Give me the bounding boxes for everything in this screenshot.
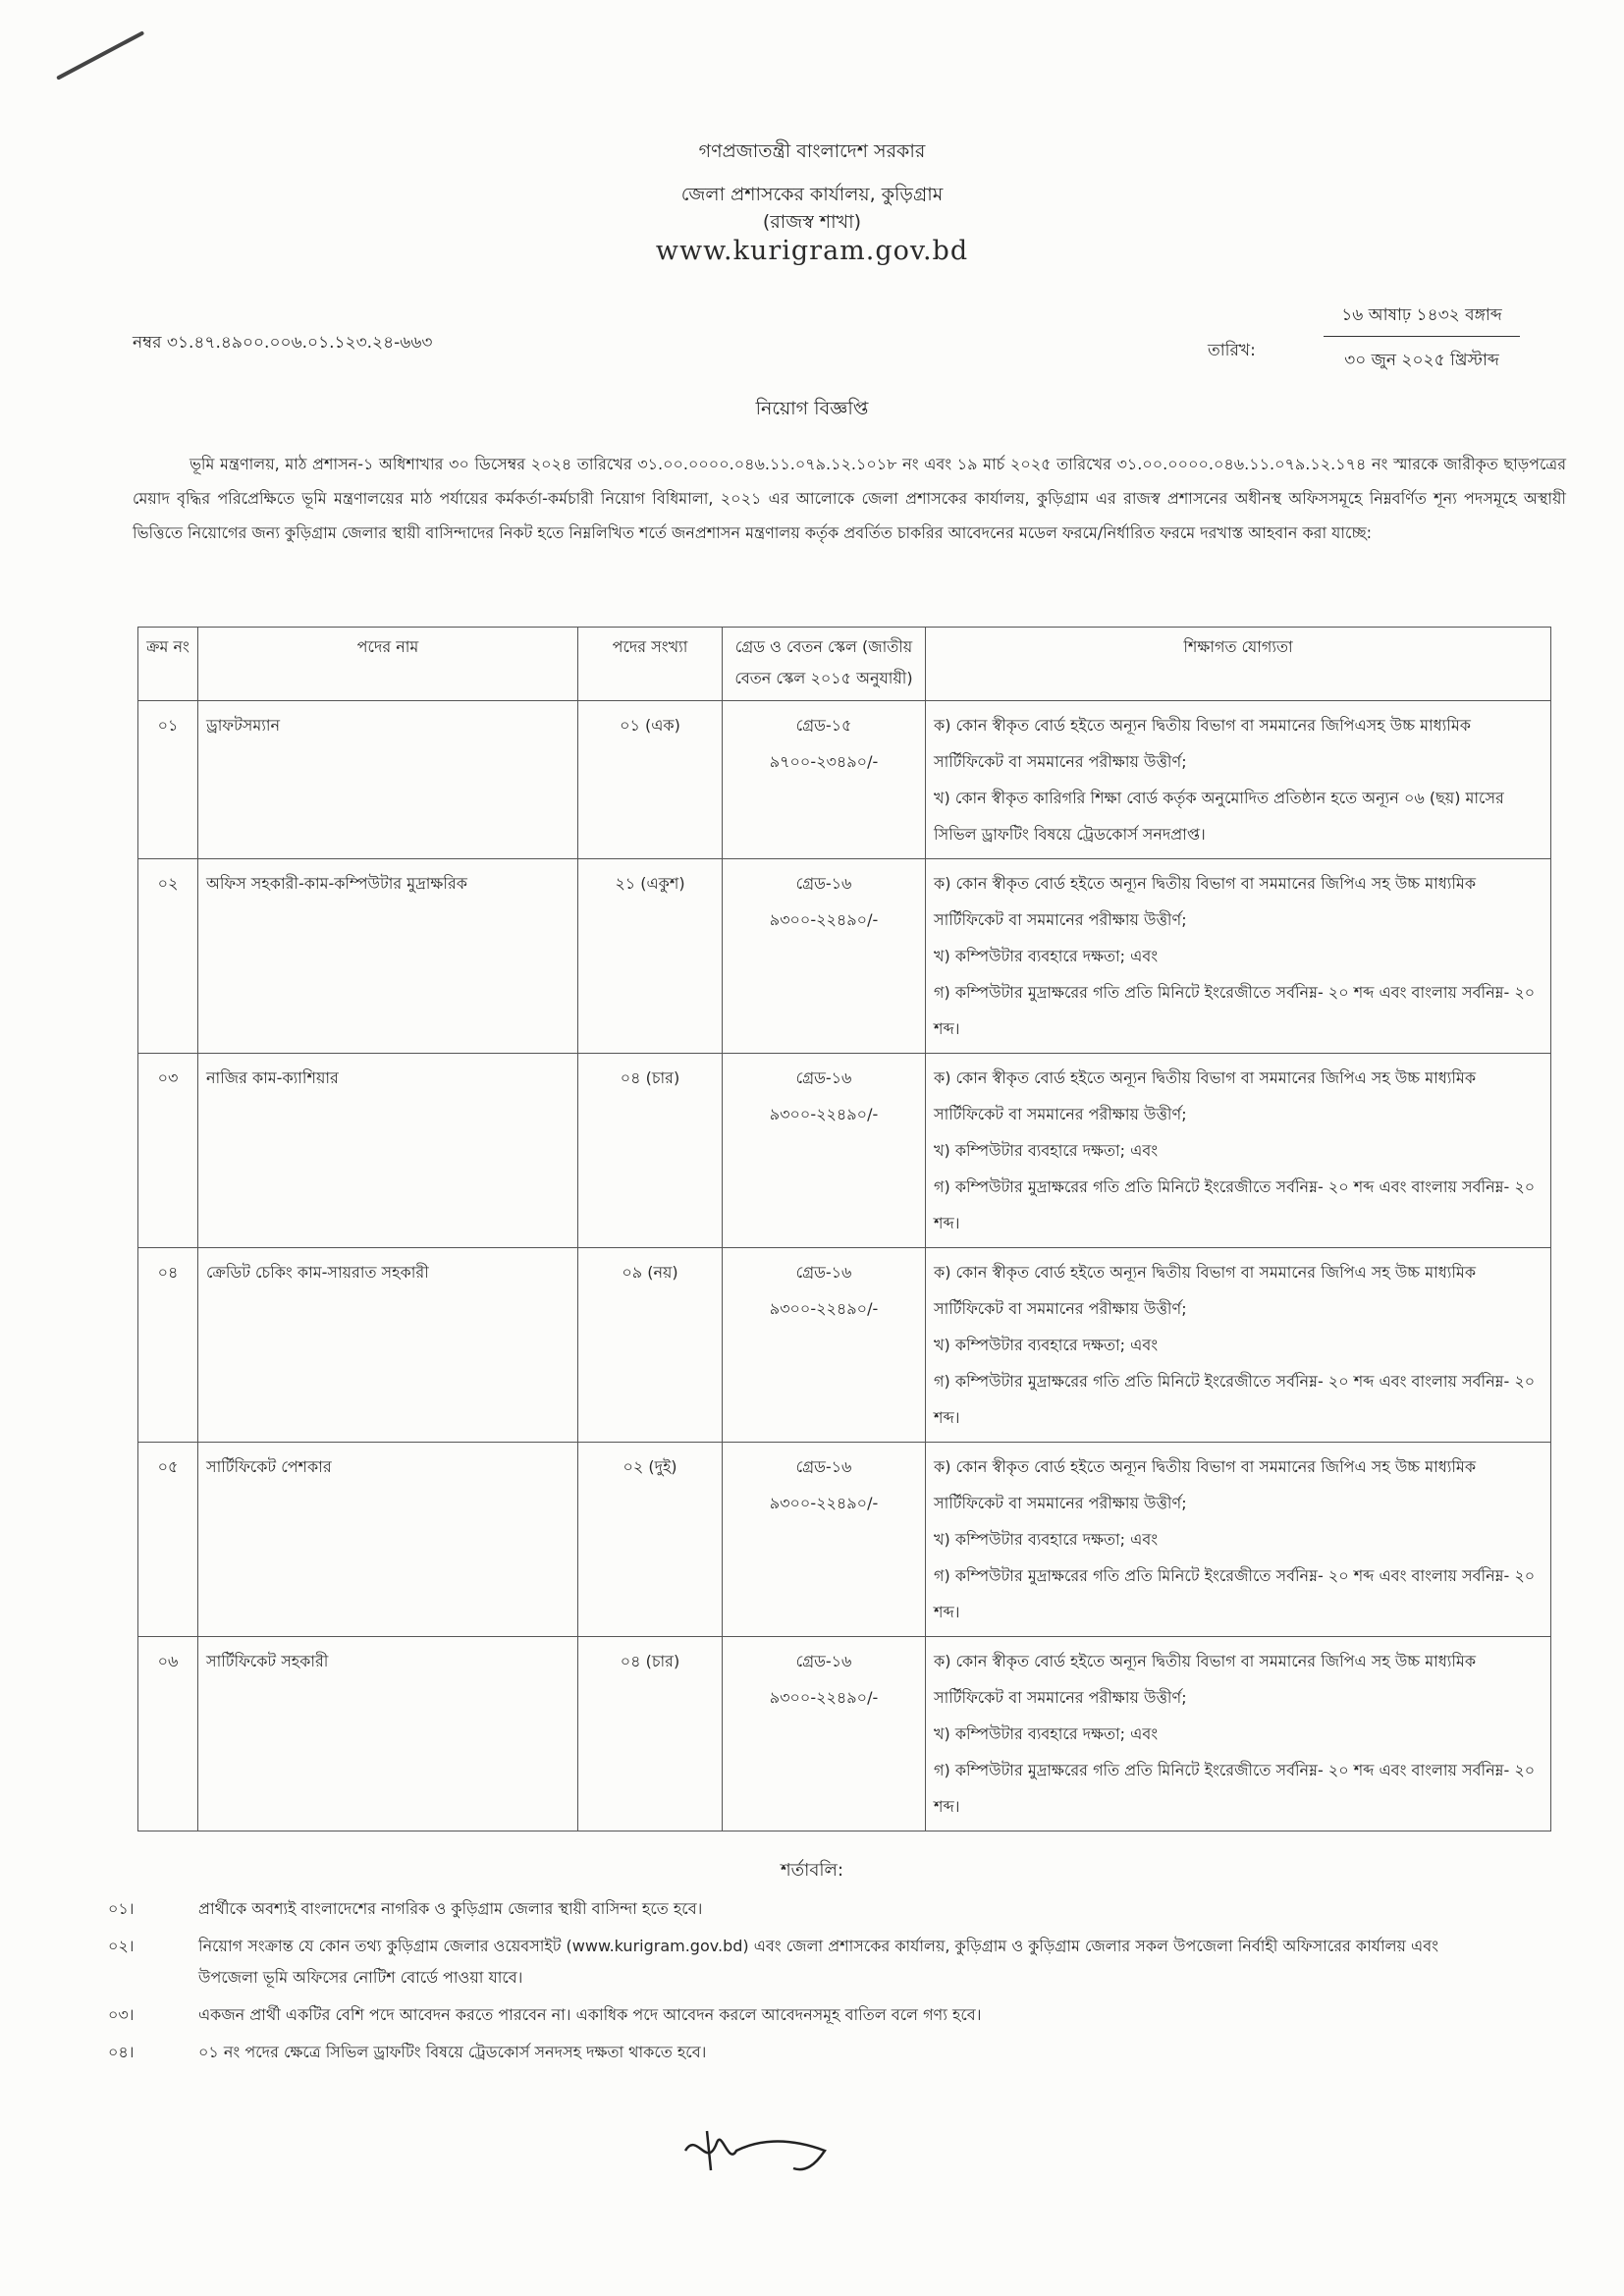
row-grade-cell: [723, 1248, 926, 1443]
condition-item: [108, 1931, 1483, 1994]
row-grade-cell: [723, 859, 926, 1054]
header-qualification: শিক্ষাগত যোগ্যতা: [926, 628, 1551, 701]
date-english: ৩০ জুন ২০২৫ খ্রিস্টাব্দ: [1344, 351, 1499, 370]
row-pay-scale: ৯৩০০-২২৪৯০/-: [769, 1688, 879, 1707]
row-qualification-cell: [926, 1054, 1551, 1248]
qualification-line: গ) কম্পিউটার মুদ্রাক্ষরের গতি প্রতি মিনিটে ইংরেজীতে সর্বনিম্ন- ২০ শব্দ এবং বাংলায় সর্বনিম্ন- ২০ শব্দ।: [934, 1566, 1536, 1621]
branch-name: (রাজস্ব শাখা): [762, 211, 862, 233]
row-grade-cell: [723, 1054, 926, 1248]
qualification-line: গ) কম্পিউটার মুদ্রাক্ষরের গতি প্রতি মিনিটে ইংরেজীতে সর্বনিম্ন- ২০ শব্দ এবং বাংলায় সর্বনিম্ন- ২০ শব্দ।: [934, 1372, 1536, 1427]
condition-number: ০১।: [108, 1899, 135, 1918]
row-post-count: ০৪ (চার): [578, 1637, 723, 1831]
condition-number: ০৩।: [108, 2005, 135, 2024]
qualification-line: গ) কম্পিউটার মুদ্রাক্ষরের গতি প্রতি মিনিটে ইংরেজীতে সর্বনিম্ন- ২০ শব্দ এবং বাংলায় সর্বনিম্ন- ২০ শব্দ।: [934, 1761, 1536, 1816]
row-pay-scale: ৯৩০০-২২৪৯০/-: [769, 1105, 879, 1123]
qualification-line: খ) কম্পিউটার ব্যবহারে দক্ষতা; এবং: [934, 1336, 1159, 1354]
row-post-count: ০১ (এক): [578, 701, 723, 859]
condition-item: [108, 1893, 1483, 1925]
row-post-name: নাজির কাম-ক্যাশিয়ার: [198, 1054, 578, 1248]
notice-title: নিয়োগ বিজ্ঞপ্তি: [755, 398, 869, 419]
row-sl: ০৬: [138, 1637, 198, 1831]
row-sl: ০৫: [138, 1443, 198, 1637]
condition-text: নিয়োগ সংক্রান্ত যে কোন তথ্য কুড়িগ্রাম জেলার ওয়েবসাইট (www.kurigram.gov.bd) এবং জেলা প্রশাসকের কার্যালয়, কুড়িগ্রাম ও কুড়িগ্রাম জেলার সকল উপজেলা নির্বাহী অফিসারের কার্যালয় এবং উপজেলা ভূমি অফিসের নোটিশ বোর্ডে পাওয়া যাবে।: [198, 1937, 1439, 1987]
memo-number: নম্বর ৩১.৪৭.৪৯০০.০০৬.০১.১২৩.২৪-৬৬৩: [133, 333, 433, 353]
table-row: [138, 1054, 1551, 1248]
qualification-line: গ) কম্পিউটার মুদ্রাক্ষরের গতি প্রতি মিনিটে ইংরেজীতে সর্বনিম্ন- ২০ শব্দ এবং বাংলায় সর্বনিম্ন- ২০ শব্দ।: [934, 1177, 1536, 1232]
row-pay-scale: ৯৭০০-২৩৪৯০/-: [769, 752, 879, 771]
qualification-line: ক) কোন স্বীকৃত বোর্ড হইতে অন্যূন দ্বিতীয় বিভাগ বা সমমানের জিপিএ সহ উচ্চ মাধ্যমিক সার্টিফিকেট বা সমমানের পরীক্ষায় উত্তীর্ণ;: [934, 1068, 1477, 1123]
condition-item: [108, 1999, 1483, 2031]
qualification-line: খ) কম্পিউটার ব্যবহারে দক্ষতা; এবং: [934, 1724, 1159, 1743]
intro-paragraph: ভূমি মন্ত্রণালয়, মাঠ প্রশাসন-১ অধিশাখার ৩০ ডিসেম্বর ২০২৪ তারিখের ৩১.০০.০০০০.০৪৬.১১.০৭৯.১২.১০১৮ নং এবং ১৯ মার্চ ২০২৫ তারিখের ৩১.০০.০০০০.০৪৬.১১.০৭৯.১২.১৭৪ নং স্মারকে জারীকৃত ছাড়পত্রের মেয়াদ বৃদ্ধির পরিপ্রেক্ষিতে ভূমি মন্ত্রণালয়ের মাঠ পর্যায়ের কর্মকর্তা-কর্মচারী নিয়োগ বিধিমালা, ২০২১ এর আলোকে জেলা প্রশাসকের কার্যালয়, কুড়িগ্রাম এর রাজস্ব প্রশাসনের অধীনস্থ অফিসসমূহে নিম্নবর্ণিত শূন্য পদসমূহে অস্থায়ী ভিত্তিতে নিয়োগের জন্য কুড়িগ্রাম জেলার স্থায়ী বাসিন্দাদের নিকট হতে নিম্নলিখিত শর্তে জনপ্রশাসন মন্ত্রণালয় কর্তৃক প্রবর্তিত চাকরির আবেদনের মডেল ফরমে/নির্ধারিত ফরমে দরখাস্ত আহবান করা যাচ্ছে:: [133, 455, 1566, 542]
condition-item: [108, 2037, 1483, 2068]
header-grade: গ্রেড ও বেতন স্কেল (জাতীয় বেতন স্কেল ২০১৫ অনুযায়ী): [723, 628, 926, 701]
qualification-line: ক) কোন স্বীকৃত বোর্ড হইতে অন্যূন দ্বিতীয় বিভাগ বা সমমানের জিপিএ সহ উচ্চ মাধ্যমিক সার্টিফিকেট বা সমমানের পরীক্ষায় উত্তীর্ণ;: [934, 1263, 1477, 1318]
row-post-name: ড্রাফটসম্যান: [198, 701, 578, 859]
table-row: [138, 1443, 1551, 1637]
row-sl: ০১: [138, 701, 198, 859]
row-grade: গ্রেড-১৬: [795, 1457, 852, 1476]
row-pay-scale: ৯৩০০-২২৪৯০/-: [769, 910, 879, 929]
office-name: জেলা প্রশাসকের কার্যালয়, কুড়িগ্রাম: [680, 184, 944, 205]
conditions-list: [108, 1893, 1483, 2074]
condition-text: ০১ নং পদের ক্ষেত্রে সিভিল ড্রাফটিং বিষয়ে ট্রেডকোর্স সনদসহ দক্ষতা থাকতে হবে।: [198, 2043, 707, 2061]
row-post-name: সার্টিফিকেট সহকারী: [198, 1637, 578, 1831]
row-grade: গ্রেড-১৫: [795, 716, 852, 735]
row-qualification-cell: [926, 1443, 1551, 1637]
table-header-row: [138, 628, 1551, 701]
condition-number: ০৪।: [108, 2043, 135, 2061]
row-pay-scale: ৯৩০০-২২৪৯০/-: [769, 1299, 879, 1318]
table-row: [138, 701, 1551, 859]
table-row: [138, 1637, 1551, 1831]
header-post-name: পদের নাম: [198, 628, 578, 701]
qualification-line: খ) কম্পিউটার ব্যবহারে দক্ষতা; এবং: [934, 1530, 1159, 1549]
row-grade: গ্রেড-১৬: [795, 1263, 852, 1282]
row-grade-cell: [723, 1637, 926, 1831]
header-post-count: পদের সংখ্যা: [578, 628, 723, 701]
condition-text: প্রার্থীকে অবশ্যই বাংলাদেশের নাগরিক ও কুড়িগ্রাম জেলার স্থায়ী বাসিন্দা হতে হবে।: [198, 1899, 703, 1918]
qualification-line: ক) কোন স্বীকৃত বোর্ড হইতে অন্যূন দ্বিতীয় বিভাগ বা সমমানের জিপিএ সহ উচ্চ মাধ্যমিক সার্টিফিকেট বা সমমানের পরীক্ষায় উত্তীর্ণ;: [934, 1652, 1477, 1707]
qualification-line: ক) কোন স্বীকৃত বোর্ড হইতে অন্যূন দ্বিতীয় বিভাগ বা সমমানের জিপিএ সহ উচ্চ মাধ্যমিক সার্টিফিকেট বা সমমানের পরীক্ষায় উত্তীর্ণ;: [934, 874, 1477, 929]
qualification-line: ক) কোন স্বীকৃত বোর্ড হইতে অন্যূন দ্বিতীয় বিভাগ বা সমমানের জিপিএ সহ উচ্চ মাধ্যমিক সার্টিফিকেট বা সমমানের পরীক্ষায় উত্তীর্ণ;: [934, 1457, 1477, 1512]
row-post-name: ক্রেডিট চেকিং কাম-সায়রাত সহকারী: [198, 1248, 578, 1443]
header-sl: ক্রম নং: [138, 628, 198, 701]
row-post-count: ০৯ (নয়): [578, 1248, 723, 1443]
row-sl: ০৩: [138, 1054, 198, 1248]
qualification-line: খ) কম্পিউটার ব্যবহারে দক্ষতা; এবং: [934, 947, 1159, 965]
row-qualification-cell: [926, 1248, 1551, 1443]
qualification-line: খ) কোন স্বীকৃত কারিগরি শিক্ষা বোর্ড কর্তৃক অনুমোদিত প্রতিষ্ঠান হতে অন্যূন ০৬ (ছয়) মাসের সিভিল ড্রাফটিং বিষয়ে ট্রেডকোর্স সনদপ্রাপ্ত।: [934, 789, 1504, 844]
date-bangla: ১৬ আষাঢ় ১৪৩২ বঙ্গাব্দ: [1324, 302, 1520, 337]
row-post-count: ২১ (একুশ): [578, 859, 723, 1054]
signature: [668, 2111, 835, 2190]
row-sl: ০৪: [138, 1248, 198, 1443]
table-row: [138, 859, 1551, 1054]
row-post-name: অফিস সহকারী-কাম-কম্পিউটার মুদ্রাক্ষরিক: [198, 859, 578, 1054]
conditions-title: শর্তাবলি:: [780, 1860, 844, 1881]
posts-table: [137, 627, 1551, 1831]
condition-text: একজন প্রার্থী একটির বেশি পদে আবেদন করতে পারবেন না। একাধিক পদে আবেদন করলে আবেদনসমূহ বাতিল বলে গণ্য হবে।: [198, 2005, 982, 2024]
table-row: [138, 1248, 1551, 1443]
row-grade-cell: [723, 1443, 926, 1637]
row-post-name: সার্টিফিকেট পেশকার: [198, 1443, 578, 1637]
row-grade: গ্রেড-১৬: [795, 1652, 852, 1670]
row-grade-cell: [723, 701, 926, 859]
qualification-line: গ) কম্পিউটার মুদ্রাক্ষরের গতি প্রতি মিনিটে ইংরেজীতে সর্বনিম্ন- ২০ শব্দ এবং বাংলায় সর্বনিম্ন- ২০ শব্দ।: [934, 983, 1536, 1038]
row-grade: গ্রেড-১৬: [795, 1068, 852, 1087]
row-qualification-cell: [926, 1637, 1551, 1831]
row-pay-scale: ৯৩০০-২২৪৯০/-: [769, 1494, 879, 1512]
row-post-count: ০৪ (চার): [578, 1054, 723, 1248]
website-link[interactable]: www.kurigram.gov.bd: [655, 236, 969, 266]
scan-pen-mark: [56, 30, 144, 80]
row-sl: ০২: [138, 859, 198, 1054]
qualification-line: ক) কোন স্বীকৃত বোর্ড হইতে অন্যূন দ্বিতীয় বিভাগ বা সমমানের জিপিএসহ উচ্চ মাধ্যমিক সার্টিফিকেট বা সমমানের পরীক্ষায় উত্তীর্ণ;: [934, 716, 1471, 771]
row-post-count: ০২ (দুই): [578, 1443, 723, 1637]
government-name: গণপ্রজাতন্ত্রী বাংলাদেশ সরকার: [698, 140, 926, 162]
row-qualification-cell: [926, 701, 1551, 859]
condition-number: ০২।: [108, 1937, 135, 1955]
qualification-line: খ) কম্পিউটার ব্যবহারে দক্ষতা; এবং: [934, 1141, 1159, 1160]
date-label: তারিখ:: [1208, 341, 1256, 360]
row-qualification-cell: [926, 859, 1551, 1054]
row-grade: গ্রেড-১৬: [795, 874, 852, 893]
